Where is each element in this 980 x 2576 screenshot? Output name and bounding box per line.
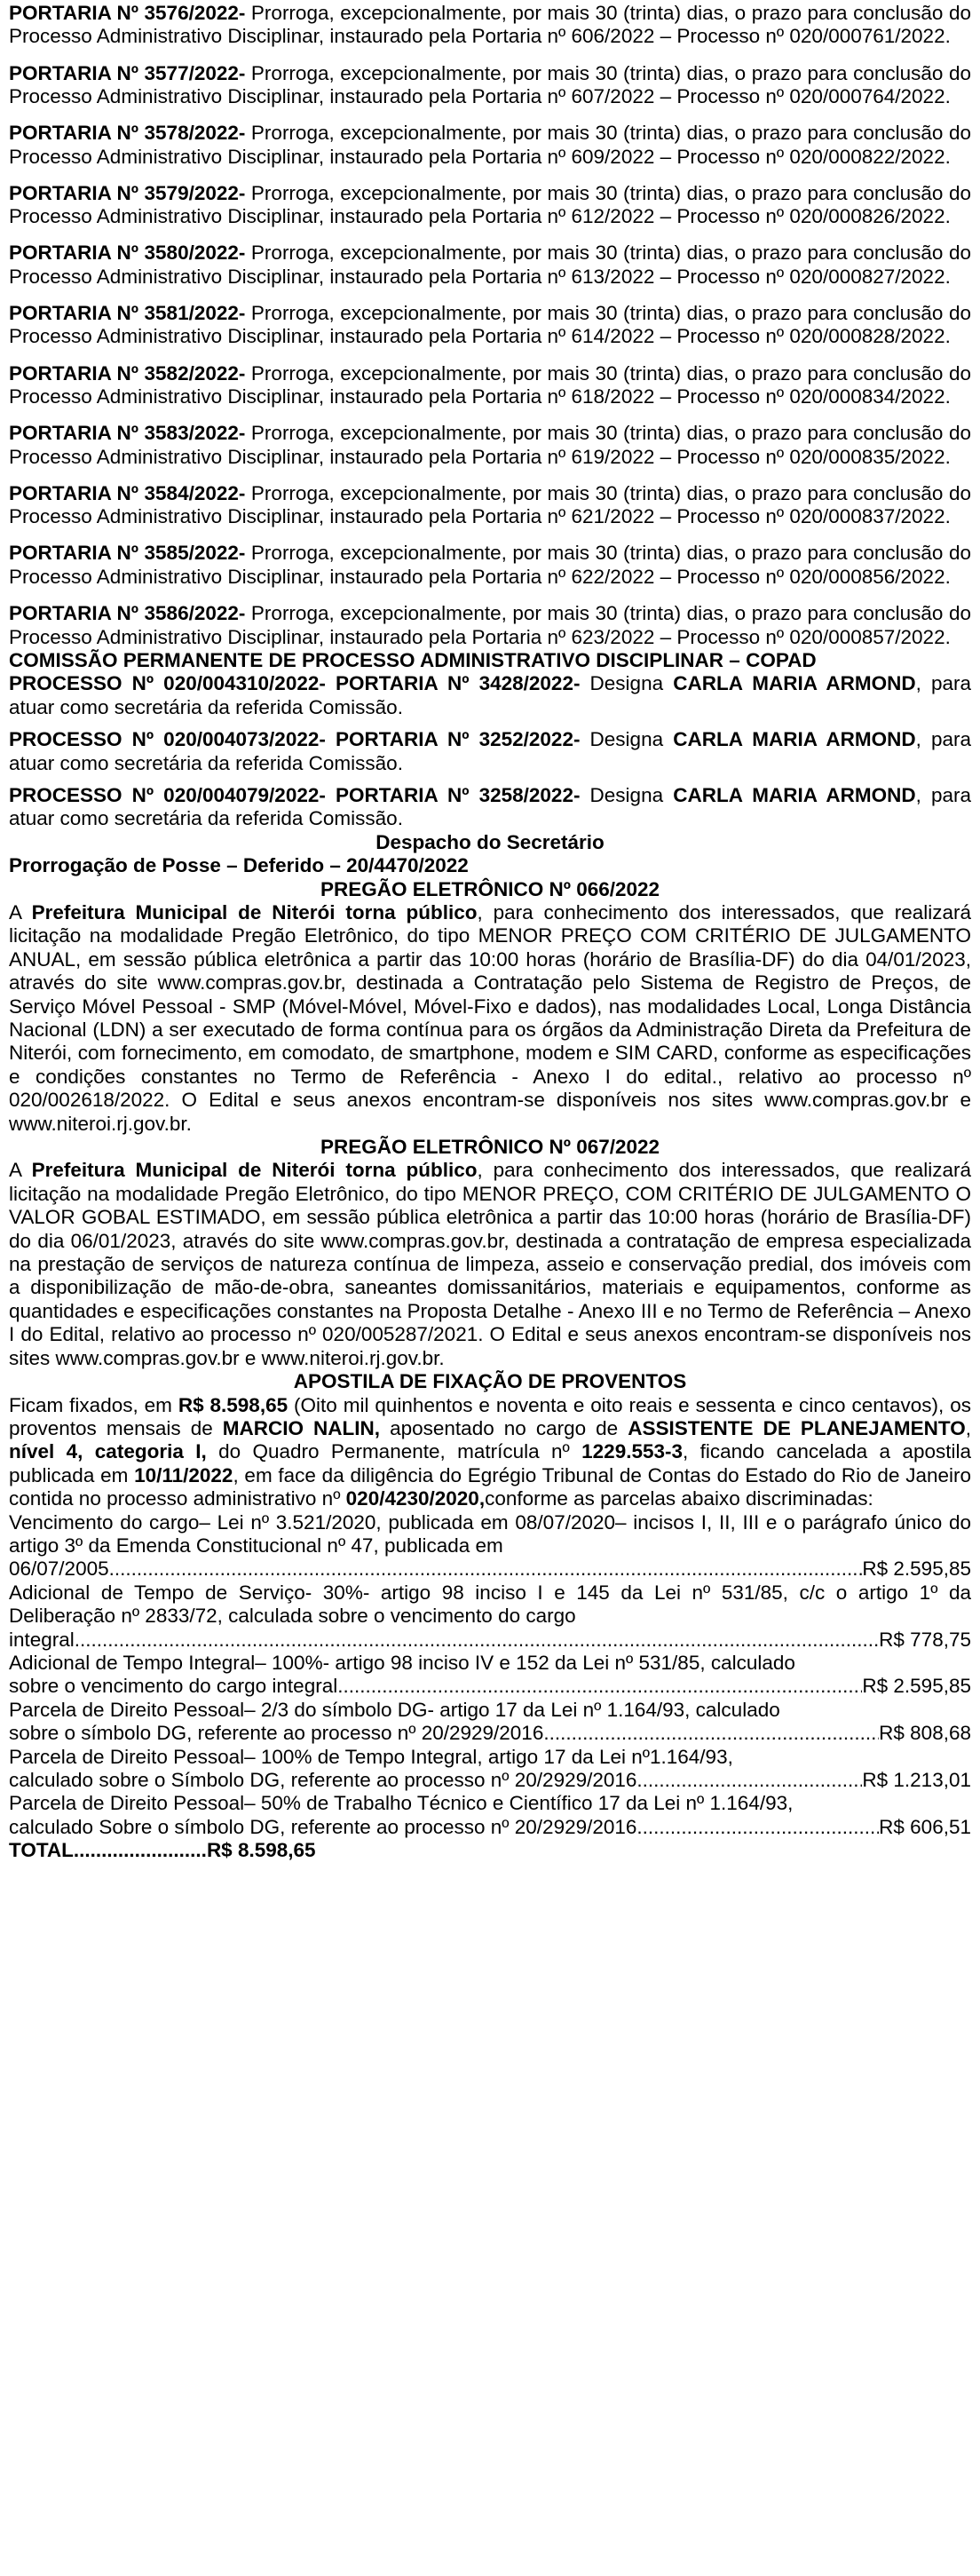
portaria-paragraph (9, 542, 971, 589)
document-page (9, 2, 971, 1863)
apostila-text: (Oito mil quinhentos e noventa e oito reais e sessenta e cinco centavos), os proventos mensais de (9, 1393, 971, 1439)
pregao-066-body (9, 901, 971, 1136)
apostila-text: , em face da diligência do Egrégio Tribunal de Contas do Estado do Rio de Janeiro contida no processo administrativo nº (9, 1463, 971, 1510)
pregao-066-heading: PREGÃO ELETRÔNICO Nº 066/2022 (320, 877, 660, 900)
designa-text: Designa (580, 672, 674, 695)
parcela-tail (9, 1629, 971, 1652)
portaria-paragraph (9, 182, 971, 229)
process-reference: PROCESSO Nº 020/004073/2022- PORTARIA Nº 3252/2022- (9, 728, 581, 751)
person-name: CARLA MARIA ARMOND (673, 672, 916, 695)
portaria-text: Prorroga, excepcionalmente, por mais 30 (trinta) dias, o prazo para conclusão do Processo Administrativo Disciplinar, instaurado pela Portaria nº 618/2022 – Processo nº 020/000834/2022. (9, 361, 971, 408)
pregao-066-text: , para conhecimento dos interessados, que realizará licitação na modalidade Pregão Eletrônico, do tipo MENOR PREÇO COM CRITÉRIO DE JULGAMENTO ANUAL, em sessão pública eletrônica a partir das 10:00 horas (horário de Brasília-DF) do dia 04/01/2023, através do site www.compras.gov.br, destinada a Contratação pelo Sistema de Registro de Preços, de Serviço Móvel Pessoal - SMP (Móvel-Móvel, Móvel-Fixo e dados), nas modalidades Local, Longa Distância Nacional (LDN) a ser executado de forma contínua para os órgãos da Administração Direta da Prefeitura de Niterói, com fornecimento, em comodato, de smartphone, modem e SIM CARD, conforme as especificações e condições constantes no Termo de Referência - Anexo I do edital., relativo ao processo nº 020/002618/2022. O Edital e seus anexos encontram-se disponíveis nos sites www.compras.gov.br e www.niteroi.rj.gov.br. (9, 900, 971, 1135)
parcela-description: Adicional de Tempo de Serviço- 30%- artigo 98 inciso I e 145 da Lei nº 531/85, c/c o artigo 1º da Deliberação nº 2833/72, calculada sobre o vencimento do cargo (9, 1581, 971, 1628)
process-reference: PROCESSO Nº 020/004079/2022- PORTARIA Nº 3258/2022- (9, 783, 581, 806)
copad-designation (9, 784, 971, 831)
portaria-text: Prorroga, excepcionalmente, por mais 30 (trinta) dias, o prazo para conclusão do Processo Administrativo Disciplinar, instaurado pela Portaria nº 607/2022 – Processo nº 020/000764/2022. (9, 61, 971, 108)
portaria-paragraph (9, 482, 971, 529)
apostila-text: Ficam fixados, em (9, 1393, 178, 1416)
apostila-section (9, 1370, 971, 1863)
portaria-number: PORTARIA Nº 3584/2022- (9, 481, 246, 504)
parcela-item (9, 1792, 971, 1839)
parcela-item (9, 1581, 971, 1652)
portaria-number: PORTARIA Nº 3585/2022- (9, 542, 246, 565)
pregao-067-prefix: A (9, 1159, 32, 1182)
parcela-tail (9, 1816, 971, 1839)
parcela-description: Adicional de Tempo Integral– 100%- artigo 98 inciso IV e 152 da Lei nº 531/85, calculado (9, 1651, 795, 1674)
portaria-paragraph (9, 302, 971, 349)
parcela-description: Parcela de Direito Pessoal– 2/3 do símbolo DG- artigo 17 da Lei nº 1.164/93, calculado (9, 1698, 780, 1721)
parcela-item (9, 1652, 971, 1699)
dot-leader (543, 1722, 879, 1745)
portaria-number: PORTARIA Nº 3583/2022- (9, 422, 246, 445)
designa-text: Designa (580, 783, 674, 806)
pregao-067-text: , para conhecimento dos interessados, que realizará licitação na modalidade Pregão Eletrônico, do tipo MENOR PREÇO, COM CRITÉRIO DE JULGAMENTO O VALOR GOBAL ESTIMADO, em sessão pública eletrônica a partir das 10:00 horas (horário de Brasília-DF) do dia 06/01/2023, através do site www.compras.gov.br, destinada a contratação de empresa especializada na prestação de serviços de natureza contínua de limpeza, asseio e conservação predial, dos imóveis com a disponibilização de mão-de-obra, saneantes domissanitários, materiais e equipamentos, conforme as quantidades e especificações constantes na Proposta Detalhe - Anexo III e no Termo de Referência – Anexo I do Edital, relativo ao processo nº 020/005287/2021. O Edital e seus anexos encontram-se disponíveis nos sites www.compras.gov.br e www.niteroi.rj.gov.br. (9, 1159, 971, 1369)
total-dots: ........................ (73, 1839, 207, 1862)
parcela-amount: R$ 778,75 (879, 1628, 971, 1651)
apostila-text: do Quadro Permanente, matrícula nº (206, 1440, 582, 1463)
parcela-description: Parcela de Direito Pessoal– 100% de Tempo Integral, artigo 17 da Lei nº1.164/93, (9, 1745, 733, 1768)
apostila-text: , (965, 1416, 971, 1439)
portaria-paragraph (9, 2, 971, 49)
parcela-amount: R$ 2.595,85 (862, 1557, 971, 1581)
apostila-text: aposentado no cargo de (380, 1416, 628, 1439)
portaria-number: PORTARIA Nº 3576/2022- (9, 2, 246, 24)
portaria-paragraph (9, 602, 971, 649)
pregao-067-entity: Prefeitura Municipal de Niterói torna público (31, 1159, 478, 1182)
designation-text: , para atuar como secretária da referida Comissão. (9, 783, 971, 830)
pregao-067-section (9, 1136, 971, 1370)
copad-heading: COMISSÃO PERMANENTE DE PROCESSO ADMINISTRATIVO DISCIPLINAR – COPAD (9, 648, 817, 671)
portaria-paragraph (9, 62, 971, 109)
person-name: CARLA MARIA ARMOND (673, 728, 916, 751)
portaria-text: Prorroga, excepcionalmente, por mais 30 (trinta) dias, o prazo para conclusão do Processo Administrativo Disciplinar, instaurado pela Portaria nº 613/2022 – Processo nº 020/000827/2022. (9, 242, 971, 288)
parcela-tail-text: 06/07/2005 (9, 1557, 109, 1581)
parcela-tail-text: calculado Sobre o símbolo DG, referente ao processo nº 20/2929/2016 (9, 1815, 637, 1838)
portaria-number: PORTARIA Nº 3578/2022- (9, 122, 246, 145)
apostila-nivel: nível 4, categoria I, (9, 1440, 207, 1463)
despacho-section (9, 831, 971, 878)
apostila-text: , ficando cancelada a apostila publicada em (9, 1440, 971, 1486)
apostila-process: 020/4230/2020, (345, 1487, 486, 1510)
portaria-number: PORTARIA Nº 3586/2022- (9, 602, 246, 625)
portaria-text: Prorroga, excepcionalmente, por mais 30 (trinta) dias, o prazo para conclusão do Processo Administrativo Disciplinar, instaurado pela Portaria nº 612/2022 – Processo nº 020/000826/2022. (9, 181, 971, 228)
apostila-heading: APOSTILA DE FIXAÇÃO DE PROVENTOS (293, 1370, 687, 1393)
apostila-value: R$ 8.598,65 (178, 1393, 288, 1416)
parcela-tail-text: calculado sobre o Símbolo DG, referente ao processo nº 20/2929/2016 (9, 1769, 637, 1791)
dot-leader (109, 1557, 863, 1581)
parcela-tail (9, 1675, 971, 1698)
portaria-paragraph (9, 122, 971, 169)
process-reference: PROCESSO Nº 020/004310/2022- PORTARIA Nº 3428/2022- (9, 672, 581, 695)
portaria-text: Prorroga, excepcionalmente, por mais 30 (trinta) dias, o prazo para conclusão do Processo Administrativo Disciplinar, instaurado pela Portaria nº 619/2022 – Processo nº 020/000835/2022. (9, 422, 971, 468)
parcela-description: Parcela de Direito Pessoal– 50% de Trabalho Técnico e Científico 17 da Lei nº 1.164/93, (9, 1792, 794, 1815)
apostila-intro (9, 1394, 971, 1511)
pregao-067-heading: PREGÃO ELETRÔNICO Nº 067/2022 (320, 1136, 660, 1159)
dot-leader (75, 1629, 879, 1652)
pregao-066-entity: Prefeitura Municipal de Niterói torna público (31, 900, 478, 923)
copad-section (9, 649, 971, 831)
portaria-number: PORTARIA Nº 3581/2022- (9, 302, 246, 325)
portarias-section (9, 2, 971, 649)
apostila-matricula: 1229.553-3 (581, 1440, 684, 1463)
pregao-067-body (9, 1159, 971, 1370)
parcela-tail (9, 1722, 971, 1745)
parcela-amount: R$ 1.213,01 (862, 1769, 971, 1791)
parcela-description: Vencimento do cargo– Lei nº 3.521/2020, publicada em 08/07/2020– incisos I, II, III e o parágrafo único do artigo 3º da Emenda Constitucional nº 47, publicada em (9, 1510, 971, 1557)
parcela-item (9, 1511, 971, 1581)
portaria-paragraph (9, 422, 971, 469)
portaria-number: PORTARIA Nº 3580/2022- (9, 242, 246, 265)
parcela-tail-text: integral (9, 1628, 75, 1651)
total-line (9, 1839, 971, 1862)
portaria-number: PORTARIA Nº 3582/2022- (9, 361, 246, 384)
designation-text: , para atuar como secretária da referida Comissão. (9, 672, 971, 718)
apostila-text: conforme as parcelas abaixo discriminadas: (485, 1487, 873, 1510)
parcela-amount: R$ 2.595,85 (862, 1675, 971, 1698)
portaria-text: Prorroga, excepcionalmente, por mais 30 (trinta) dias, o prazo para conclusão do Processo Administrativo Disciplinar, instaurado pela Portaria nº 614/2022 – Processo nº 020/000828/2022. (9, 302, 971, 348)
portaria-text: Prorroga, excepcionalmente, por mais 30 (trinta) dias, o prazo para conclusão do Processo Administrativo Disciplinar, instaurado pela Portaria nº 621/2022 – Processo nº 020/000837/2022. (9, 481, 971, 528)
parcela-amount: R$ 808,68 (879, 1722, 971, 1745)
total-label: TOTAL (9, 1839, 74, 1862)
portaria-number: PORTARIA Nº 3579/2022- (9, 181, 246, 204)
copad-designation (9, 672, 971, 719)
portaria-paragraph (9, 362, 971, 409)
person-name: CARLA MARIA ARMOND (673, 783, 916, 806)
portaria-text: Prorroga, excepcionalmente, por mais 30 (trinta) dias, o prazo para conclusão do Processo Administrativo Disciplinar, instaurado pela Portaria nº 622/2022 – Processo nº 020/000856/2022. (9, 542, 971, 588)
parcela-tail-text: sobre o vencimento do cargo integral (9, 1675, 338, 1698)
despacho-line: Prorrogação de Posse – Deferido – 20/4470/2022 (9, 854, 469, 877)
dot-leader (636, 1769, 862, 1792)
designation-text: , para atuar como secretária da referida Comissão. (9, 728, 971, 774)
parcela-item (9, 1746, 971, 1793)
apostila-cargo: ASSISTENTE DE PLANEJAMENTO (628, 1416, 966, 1439)
pregao-066-prefix: A (9, 900, 32, 923)
portaria-text: Prorroga, excepcionalmente, por mais 30 (trinta) dias, o prazo para conclusão do Processo Administrativo Disciplinar, instaurado pela Portaria nº 609/2022 – Processo nº 020/000822/2022. (9, 122, 971, 168)
portaria-number: PORTARIA Nº 3577/2022- (9, 61, 246, 84)
portaria-text: Prorroga, excepcionalmente, por mais 30 (trinta) dias, o prazo para conclusão do Processo Administrativo Disciplinar, instaurado pela Portaria nº 606/2022 – Processo nº 020/000761/2022. (9, 2, 971, 48)
parcela-tail (9, 1769, 971, 1792)
dot-leader (636, 1816, 879, 1839)
apostila-name: MARCIO NALIN, (222, 1416, 381, 1439)
dot-leader (337, 1675, 862, 1698)
pregao-066-section (9, 878, 971, 1136)
portaria-text: Prorroga, excepcionalmente, por mais 30 (trinta) dias, o prazo para conclusão do Processo Administrativo Disciplinar, instaurado pela Portaria nº 623/2022 – Processo nº 020/000857/2022. (9, 602, 971, 648)
copad-designation (9, 728, 971, 775)
parcela-item (9, 1699, 971, 1746)
portaria-paragraph (9, 242, 971, 289)
parcela-amount: R$ 606,51 (879, 1815, 971, 1838)
parcela-tail (9, 1557, 971, 1581)
total-amount: R$ 8.598,65 (206, 1839, 316, 1862)
designa-text: Designa (580, 728, 674, 751)
parcela-tail-text: sobre o símbolo DG, referente ao processo nº 20/2929/2016 (9, 1722, 544, 1745)
apostila-date: 10/11/2022 (134, 1463, 233, 1486)
despacho-heading: Despacho do Secretário (375, 830, 605, 853)
